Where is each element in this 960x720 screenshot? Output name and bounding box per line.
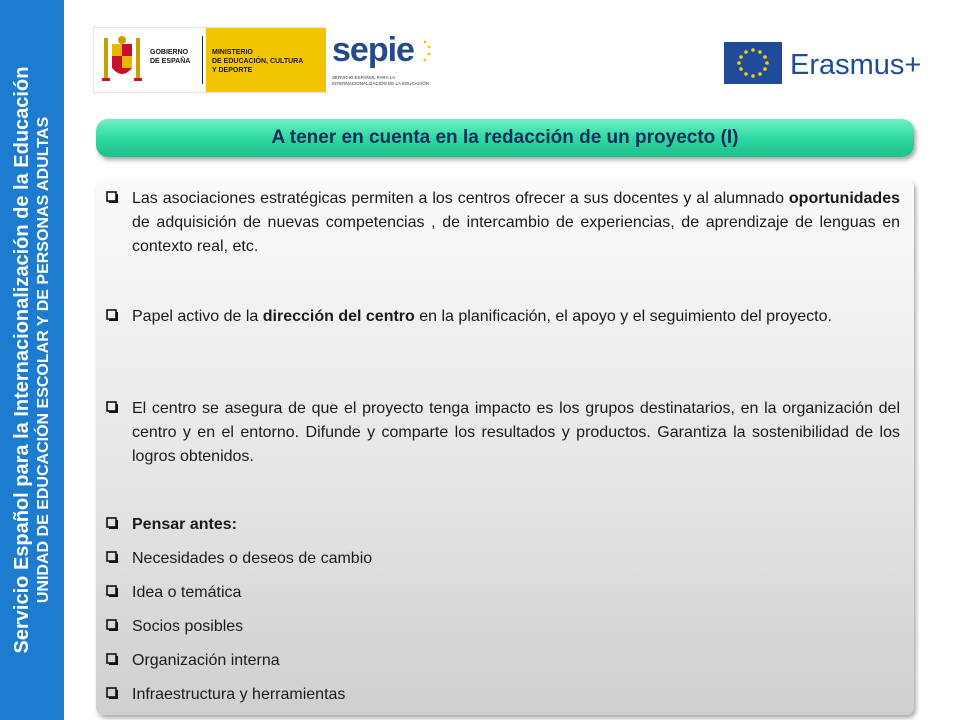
sepie-wordmark: sepie xyxy=(332,31,414,69)
spain-coat-of-arms-icon xyxy=(100,34,144,86)
bullet-item-idea: Idea o temática xyxy=(106,581,900,605)
checkbox-bullet-icon xyxy=(106,551,119,564)
checkbox-bullet-icon xyxy=(106,585,119,598)
sepie-stars-icon xyxy=(418,39,432,63)
ministerio-block xyxy=(206,28,326,92)
checkbox-bullet-icon xyxy=(106,309,119,322)
bullet-item-socios: Socios posibles xyxy=(106,615,900,639)
checkbox-bullet-icon xyxy=(106,687,119,700)
bullet-item-pensar-antes xyxy=(106,513,900,537)
gobierno-separator xyxy=(202,36,203,84)
bullet-item-asociaciones: Las asociaciones estratégicas permiten a los centros ofrecer a sus docentes y al alumnado oportunidades de adquisición de nuevas competencias , de intercambio de experiencias, de aprendizaje de lenguas en contexto real, etc. xyxy=(106,187,900,259)
bullet-item-organizacion: Organización interna xyxy=(106,649,900,673)
checkbox-bullet-icon xyxy=(106,653,119,666)
erasmus-plus-wordmark: Erasmus+ xyxy=(790,49,922,81)
side-title: Servicio Español para la Internacionalización de la Educación xyxy=(11,66,33,654)
checkbox-bullet-icon xyxy=(106,619,119,632)
sepie-subtitle: SERVICIO ESPAÑOL PARA LA INTERNACIONALIZACIÓN DE LA EDUCACIÓN xyxy=(332,75,430,86)
gobierno-logo-left xyxy=(94,28,206,92)
emphasis-direccion: dirección del centro xyxy=(262,308,415,325)
checkbox-bullet-icon xyxy=(106,401,119,414)
side-subtitle: UNIDAD DE EDUCACIÓN ESCOLAR Y DE PERSONAS ADULTAS xyxy=(35,116,52,604)
gobierno-logo xyxy=(93,27,327,93)
emphasis-oportunidades: oportunidades xyxy=(788,190,900,207)
bullet-item-impacto: El centro se asegura de que el proyecto tenga impacto es los grupos destinatarios, en la organización del centro y en el entorno. Difunde y comparte los resultados y productos. Garantiza la sostenibilidad de los logros obtenidos. xyxy=(106,397,900,469)
side-band xyxy=(0,0,64,720)
ministerio-text: MINISTERIO DE EDUCACIÓN, CULTURA Y DEPORTE xyxy=(212,49,304,74)
checkbox-bullet-icon xyxy=(106,517,119,530)
gobierno-text: GOBIERNO DE ESPAÑA xyxy=(150,49,191,65)
eu-flag-icon xyxy=(724,42,782,84)
sepie-logo xyxy=(326,27,432,91)
bullet-item-direccion: Papel activo de la dirección del centro en la planificación, el apoyo y el seguimiento del proyecto. xyxy=(106,305,900,329)
pensar-antes-label: Pensar antes: xyxy=(132,516,237,533)
checkbox-bullet-icon xyxy=(106,191,119,204)
slide-title: A tener en cuenta en la redacción de un proyecto (I) xyxy=(271,127,739,148)
bullet-item-necesidades: Necesidades o deseos de cambio xyxy=(106,547,900,571)
bullet-item-infraestructura: Infraestructura y herramientas xyxy=(106,683,900,707)
content-box xyxy=(96,179,914,715)
slide-title-bar xyxy=(96,119,914,157)
side-text xyxy=(10,0,54,720)
